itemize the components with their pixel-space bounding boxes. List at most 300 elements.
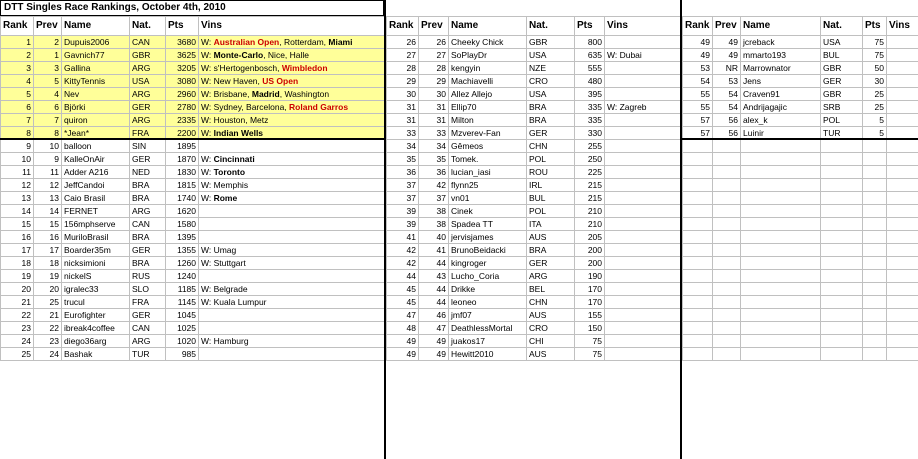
cell-nat[interactable]: CHI [527, 335, 575, 348]
cell-prev[interactable]: 34 [419, 140, 449, 153]
cell-prev[interactable]: 17 [34, 244, 62, 257]
cell-rank[interactable]: 25 [1, 348, 34, 361]
cell-pts[interactable]: 150 [575, 322, 605, 335]
cell-name[interactable]: vn01 [449, 192, 527, 205]
cell-prev[interactable]: 28 [419, 62, 449, 75]
cell-name[interactable]: jmf07 [449, 309, 527, 322]
empty-cell[interactable] [713, 231, 741, 244]
cell-prev[interactable]: 30 [419, 88, 449, 101]
cell-name[interactable]: kingroger [449, 257, 527, 270]
cell-nat[interactable]: BRA [130, 231, 166, 244]
empty-cell[interactable] [887, 140, 918, 153]
cell-wins[interactable] [605, 218, 681, 231]
empty-cell[interactable] [741, 348, 821, 361]
cell-wins[interactable] [605, 127, 681, 140]
empty-cell[interactable] [887, 231, 918, 244]
cell-rank[interactable]: 42 [387, 257, 419, 270]
cell-prev[interactable]: 22 [34, 322, 62, 335]
cell-nat[interactable]: CAN [130, 218, 166, 231]
cell-pts[interactable]: 3625 [166, 49, 199, 62]
cell-wins[interactable] [199, 192, 385, 205]
cell-rank[interactable]: 11 [1, 166, 34, 179]
cell-nat[interactable]: CRO [527, 75, 575, 88]
cell-nat[interactable]: BRA [130, 179, 166, 192]
cell-rank[interactable]: 41 [387, 231, 419, 244]
cell-rank[interactable]: 37 [387, 192, 419, 205]
empty-cell[interactable] [863, 309, 887, 322]
cell-wins[interactable] [887, 62, 918, 75]
cell-prev[interactable]: 40 [419, 231, 449, 244]
cell-wins[interactable] [199, 283, 385, 296]
header-prev[interactable]: Prev [713, 17, 741, 36]
empty-cell[interactable] [821, 218, 863, 231]
cell-pts[interactable]: 2780 [166, 101, 199, 114]
cell-nat[interactable]: GER [527, 127, 575, 140]
cell-prev[interactable]: 53 [713, 75, 741, 88]
empty-cell[interactable] [863, 270, 887, 283]
empty-cell[interactable] [683, 231, 713, 244]
cell-rank[interactable]: 39 [387, 205, 419, 218]
empty-cell[interactable] [821, 140, 863, 153]
cell-pts[interactable]: 75 [575, 348, 605, 361]
empty-cell[interactable] [713, 335, 741, 348]
empty-cell[interactable] [887, 283, 918, 296]
empty-cell[interactable] [887, 335, 918, 348]
cell-name[interactable]: leoneo [449, 296, 527, 309]
header-name[interactable]: Name [741, 17, 821, 36]
header-pts[interactable]: Pts [575, 17, 605, 36]
cell-prev[interactable]: 8 [34, 127, 62, 140]
cell-pts[interactable]: 75 [575, 335, 605, 348]
cell-name[interactable]: quiron [62, 114, 130, 127]
cell-wins[interactable] [199, 49, 385, 62]
cell-nat[interactable]: GBR [130, 49, 166, 62]
cell-nat[interactable]: GER [130, 101, 166, 114]
cell-name[interactable]: Cinek [449, 205, 527, 218]
cell-prev[interactable]: 54 [713, 88, 741, 101]
cell-wins[interactable] [199, 257, 385, 270]
cell-pts[interactable]: 330 [575, 127, 605, 140]
cell-prev[interactable]: 43 [419, 270, 449, 283]
cell-pts[interactable]: 635 [575, 49, 605, 62]
cell-wins[interactable] [199, 75, 385, 88]
cell-rank[interactable]: 42 [387, 244, 419, 257]
empty-cell[interactable] [863, 153, 887, 166]
cell-nat[interactable]: AUS [527, 309, 575, 322]
cell-pts[interactable]: 480 [575, 75, 605, 88]
cell-pts[interactable]: 2335 [166, 114, 199, 127]
cell-nat[interactable]: USA [130, 75, 166, 88]
empty-cell[interactable] [863, 244, 887, 257]
cell-wins[interactable] [605, 179, 681, 192]
cell-rank[interactable]: 57 [683, 114, 713, 127]
empty-cell[interactable] [741, 257, 821, 270]
cell-wins[interactable] [605, 192, 681, 205]
cell-rank[interactable]: 29 [387, 75, 419, 88]
empty-cell[interactable] [863, 296, 887, 309]
cell-prev[interactable]: 2 [34, 36, 62, 49]
cell-name[interactable]: MuriloBrasil [62, 231, 130, 244]
empty-cell[interactable] [863, 257, 887, 270]
cell-wins[interactable] [199, 309, 385, 322]
cell-nat[interactable]: RUS [130, 270, 166, 283]
cell-pts[interactable]: 1020 [166, 335, 199, 348]
cell-wins[interactable] [605, 335, 681, 348]
cell-name[interactable]: Dupuis2006 [62, 36, 130, 49]
cell-pts[interactable]: 1620 [166, 205, 199, 218]
cell-wins[interactable] [605, 296, 681, 309]
cell-nat[interactable]: FRA [130, 127, 166, 140]
empty-cell[interactable] [713, 257, 741, 270]
cell-pts[interactable]: 1870 [166, 153, 199, 166]
cell-prev[interactable]: 11 [34, 166, 62, 179]
empty-cell[interactable] [863, 322, 887, 335]
cell-rank[interactable]: 45 [387, 283, 419, 296]
cell-name[interactable]: BrunoBeidacki [449, 244, 527, 257]
cell-name[interactable]: Jens [741, 75, 821, 88]
empty-cell[interactable] [821, 192, 863, 205]
cell-rank[interactable]: 17 [1, 244, 34, 257]
header-nat[interactable]: Nat. [130, 17, 166, 36]
cell-prev[interactable]: 33 [419, 127, 449, 140]
cell-nat[interactable]: ROU [527, 166, 575, 179]
cell-prev[interactable]: 3 [34, 62, 62, 75]
cell-wins[interactable] [199, 218, 385, 231]
cell-rank[interactable]: 27 [387, 49, 419, 62]
cell-wins[interactable] [605, 283, 681, 296]
cell-nat[interactable]: CRO [527, 322, 575, 335]
cell-name[interactable]: Hewitt2010 [449, 348, 527, 361]
cell-prev[interactable]: NR [713, 62, 741, 75]
cell-wins[interactable]: W: Zagreb [605, 101, 681, 114]
cell-wins[interactable] [887, 36, 918, 49]
cell-name[interactable]: Caio Brasil [62, 192, 130, 205]
cell-name[interactable]: diego36arg [62, 335, 130, 348]
cell-wins[interactable] [199, 244, 385, 257]
empty-cell[interactable] [713, 283, 741, 296]
cell-rank[interactable]: 36 [387, 166, 419, 179]
cell-nat[interactable]: AUS [527, 231, 575, 244]
cell-prev[interactable]: 23 [34, 335, 62, 348]
cell-rank[interactable]: 55 [683, 88, 713, 101]
cell-prev[interactable]: 47 [419, 322, 449, 335]
empty-cell[interactable] [741, 322, 821, 335]
cell-prev[interactable]: 18 [34, 257, 62, 270]
cell-rank[interactable]: 6 [1, 101, 34, 114]
empty-cell[interactable] [713, 205, 741, 218]
cell-rank[interactable]: 9 [1, 140, 34, 153]
empty-cell[interactable] [713, 270, 741, 283]
cell-nat[interactable]: ARG [130, 62, 166, 75]
cell-prev[interactable]: 31 [419, 101, 449, 114]
cell-rank[interactable]: 22 [1, 309, 34, 322]
cell-prev[interactable]: 9 [34, 153, 62, 166]
cell-nat[interactable]: ARG [130, 88, 166, 101]
cell-wins[interactable] [605, 348, 681, 361]
empty-cell[interactable] [713, 244, 741, 257]
cell-prev[interactable]: 44 [419, 257, 449, 270]
cell-name[interactable]: Björki [62, 101, 130, 114]
cell-wins[interactable] [199, 270, 385, 283]
cell-pts[interactable]: 1355 [166, 244, 199, 257]
cell-wins[interactable] [887, 88, 918, 101]
empty-cell[interactable] [713, 179, 741, 192]
cell-pts[interactable]: 5 [863, 114, 887, 127]
cell-name[interactable]: flynn25 [449, 179, 527, 192]
cell-pts[interactable]: 155 [575, 309, 605, 322]
cell-prev[interactable]: 12 [34, 179, 62, 192]
cell-rank[interactable]: 21 [1, 296, 34, 309]
cell-nat[interactable]: SRB [821, 101, 863, 114]
cell-rank[interactable]: 35 [387, 153, 419, 166]
cell-nat[interactable]: ITA [527, 218, 575, 231]
cell-rank[interactable]: 20 [1, 283, 34, 296]
cell-name[interactable]: JeffCandoi [62, 179, 130, 192]
cell-pts[interactable]: 2960 [166, 88, 199, 101]
cell-nat[interactable]: FRA [130, 296, 166, 309]
empty-cell[interactable] [821, 296, 863, 309]
cell-rank[interactable]: 31 [387, 101, 419, 114]
cell-prev[interactable]: 37 [419, 192, 449, 205]
cell-prev[interactable]: 14 [34, 205, 62, 218]
cell-wins[interactable] [605, 257, 681, 270]
empty-cell[interactable] [863, 335, 887, 348]
cell-rank[interactable]: 49 [683, 36, 713, 49]
cell-wins[interactable] [199, 153, 385, 166]
cell-pts[interactable]: 200 [575, 257, 605, 270]
cell-pts[interactable]: 170 [575, 283, 605, 296]
cell-rank[interactable]: 37 [387, 179, 419, 192]
cell-rank[interactable]: 30 [387, 88, 419, 101]
cell-pts[interactable]: 395 [575, 88, 605, 101]
empty-cell[interactable] [887, 309, 918, 322]
empty-cell[interactable] [683, 140, 713, 153]
cell-rank[interactable]: 7 [1, 114, 34, 127]
cell-pts[interactable]: 1240 [166, 270, 199, 283]
cell-pts[interactable]: 190 [575, 270, 605, 283]
cell-prev[interactable]: 31 [419, 114, 449, 127]
cell-nat[interactable]: POL [527, 153, 575, 166]
cell-nat[interactable]: ARG [527, 270, 575, 283]
empty-cell[interactable] [821, 166, 863, 179]
empty-cell[interactable] [821, 231, 863, 244]
cell-pts[interactable]: 1895 [166, 140, 199, 153]
cell-rank[interactable]: 23 [1, 322, 34, 335]
cell-prev[interactable]: 38 [419, 218, 449, 231]
cell-pts[interactable]: 30 [863, 75, 887, 88]
cell-pts[interactable]: 335 [575, 101, 605, 114]
cell-name[interactable]: Bashak [62, 348, 130, 361]
empty-cell[interactable] [713, 309, 741, 322]
empty-cell[interactable] [741, 335, 821, 348]
cell-prev[interactable]: 1 [34, 49, 62, 62]
cell-name[interactable]: Marrownator [741, 62, 821, 75]
cell-pts[interactable]: 3205 [166, 62, 199, 75]
empty-cell[interactable] [713, 153, 741, 166]
cell-pts[interactable]: 555 [575, 62, 605, 75]
cell-pts[interactable]: 1025 [166, 322, 199, 335]
cell-pts[interactable]: 205 [575, 231, 605, 244]
cell-wins[interactable] [199, 101, 385, 114]
cell-name[interactable]: Ellip70 [449, 101, 527, 114]
cell-rank[interactable]: 18 [1, 257, 34, 270]
cell-prev[interactable]: 20 [34, 283, 62, 296]
cell-name[interactable]: Craven91 [741, 88, 821, 101]
cell-pts[interactable]: 2200 [166, 127, 199, 140]
cell-pts[interactable]: 1830 [166, 166, 199, 179]
empty-cell[interactable] [887, 153, 918, 166]
cell-pts[interactable]: 25 [863, 88, 887, 101]
cell-prev[interactable]: 54 [713, 101, 741, 114]
cell-name[interactable]: Gavnich77 [62, 49, 130, 62]
cell-rank[interactable]: 4 [1, 75, 34, 88]
cell-name[interactable]: Eurofighter [62, 309, 130, 322]
cell-nat[interactable]: POL [821, 114, 863, 127]
cell-name[interactable]: alex_k [741, 114, 821, 127]
empty-cell[interactable] [683, 283, 713, 296]
cell-nat[interactable]: TUR [821, 127, 863, 140]
cell-rank[interactable]: 12 [1, 179, 34, 192]
header-nat[interactable]: Nat. [527, 17, 575, 36]
cell-prev[interactable]: 4 [34, 88, 62, 101]
empty-cell[interactable] [821, 179, 863, 192]
cell-name[interactable]: jervisjames [449, 231, 527, 244]
cell-prev[interactable]: 44 [419, 296, 449, 309]
cell-wins[interactable] [199, 296, 385, 309]
header-wins[interactable]: Vins [199, 17, 385, 36]
cell-rank[interactable]: 44 [387, 270, 419, 283]
cell-rank[interactable]: 28 [387, 62, 419, 75]
empty-cell[interactable] [821, 270, 863, 283]
cell-wins[interactable] [199, 179, 385, 192]
cell-prev[interactable]: 26 [419, 36, 449, 49]
cell-name[interactable]: nickelS [62, 270, 130, 283]
cell-wins[interactable] [199, 335, 385, 348]
cell-nat[interactable]: BUL [527, 192, 575, 205]
empty-cell[interactable] [713, 218, 741, 231]
empty-cell[interactable] [821, 153, 863, 166]
cell-nat[interactable]: ARG [130, 335, 166, 348]
cell-nat[interactable]: NZE [527, 62, 575, 75]
cell-wins[interactable] [605, 270, 681, 283]
header-nat[interactable]: Nat. [821, 17, 863, 36]
cell-pts[interactable]: 1580 [166, 218, 199, 231]
cell-pts[interactable]: 210 [575, 218, 605, 231]
empty-cell[interactable] [713, 140, 741, 153]
cell-pts[interactable]: 25 [863, 101, 887, 114]
empty-cell[interactable] [863, 166, 887, 179]
empty-cell[interactable] [741, 231, 821, 244]
empty-cell[interactable] [713, 348, 741, 361]
cell-nat[interactable]: BRA [130, 192, 166, 205]
cell-prev[interactable]: 21 [34, 309, 62, 322]
empty-cell[interactable] [821, 257, 863, 270]
empty-cell[interactable] [863, 231, 887, 244]
cell-wins[interactable] [199, 88, 385, 101]
cell-prev[interactable]: 42 [419, 179, 449, 192]
empty-cell[interactable] [683, 270, 713, 283]
cell-name[interactable]: Boarder35m [62, 244, 130, 257]
cell-rank[interactable]: 14 [1, 205, 34, 218]
cell-prev[interactable]: 36 [419, 166, 449, 179]
cell-pts[interactable]: 210 [575, 205, 605, 218]
cell-nat[interactable]: CHN [527, 140, 575, 153]
empty-cell[interactable] [741, 179, 821, 192]
cell-name[interactable]: Adder A216 [62, 166, 130, 179]
empty-cell[interactable] [887, 257, 918, 270]
cell-prev[interactable]: 56 [713, 127, 741, 140]
cell-wins[interactable] [199, 140, 385, 153]
cell-nat[interactable]: CAN [130, 322, 166, 335]
cell-prev[interactable]: 29 [419, 75, 449, 88]
cell-name[interactable]: 156mphserve [62, 218, 130, 231]
cell-rank[interactable]: 15 [1, 218, 34, 231]
cell-pts[interactable]: 215 [575, 179, 605, 192]
empty-cell[interactable] [683, 179, 713, 192]
cell-prev[interactable]: 6 [34, 101, 62, 114]
empty-cell[interactable] [683, 348, 713, 361]
cell-wins[interactable]: W: Dubai [605, 49, 681, 62]
cell-name[interactable]: balloon [62, 140, 130, 153]
cell-nat[interactable]: CAN [130, 36, 166, 49]
cell-wins[interactable] [199, 322, 385, 335]
empty-cell[interactable] [741, 166, 821, 179]
cell-nat[interactable]: POL [527, 205, 575, 218]
empty-cell[interactable] [821, 309, 863, 322]
cell-name[interactable]: trucul [62, 296, 130, 309]
empty-cell[interactable] [683, 335, 713, 348]
empty-cell[interactable] [683, 218, 713, 231]
cell-pts[interactable]: 215 [575, 192, 605, 205]
cell-prev[interactable]: 35 [419, 153, 449, 166]
empty-cell[interactable] [821, 322, 863, 335]
cell-pts[interactable]: 200 [575, 244, 605, 257]
cell-rank[interactable]: 39 [387, 218, 419, 231]
cell-rank[interactable]: 8 [1, 127, 34, 140]
empty-cell[interactable] [887, 218, 918, 231]
empty-cell[interactable] [887, 166, 918, 179]
cell-nat[interactable]: USA [527, 49, 575, 62]
cell-name[interactable]: KittyTennis [62, 75, 130, 88]
cell-prev[interactable]: 49 [419, 335, 449, 348]
cell-name[interactable]: Allez Allejo [449, 88, 527, 101]
cell-rank[interactable]: 3 [1, 62, 34, 75]
cell-rank[interactable]: 1 [1, 36, 34, 49]
empty-cell[interactable] [741, 283, 821, 296]
cell-nat[interactable]: BRA [527, 101, 575, 114]
empty-cell[interactable] [887, 322, 918, 335]
empty-cell[interactable] [741, 153, 821, 166]
cell-name[interactable]: juakos17 [449, 335, 527, 348]
empty-cell[interactable] [863, 348, 887, 361]
empty-cell[interactable] [863, 205, 887, 218]
cell-name[interactable]: Gallina [62, 62, 130, 75]
cell-nat[interactable]: AUS [527, 348, 575, 361]
cell-prev[interactable]: 24 [34, 348, 62, 361]
cell-rank[interactable]: 5 [1, 88, 34, 101]
cell-wins[interactable] [605, 62, 681, 75]
empty-cell[interactable] [821, 205, 863, 218]
cell-wins[interactable] [605, 153, 681, 166]
cell-wins[interactable] [605, 205, 681, 218]
cell-prev[interactable]: 25 [34, 296, 62, 309]
cell-wins[interactable] [605, 309, 681, 322]
cell-pts[interactable]: 255 [575, 140, 605, 153]
empty-cell[interactable] [683, 296, 713, 309]
cell-name[interactable]: Andrijagajic [741, 101, 821, 114]
header-prev[interactable]: Prev [34, 17, 62, 36]
cell-pts[interactable]: 1740 [166, 192, 199, 205]
